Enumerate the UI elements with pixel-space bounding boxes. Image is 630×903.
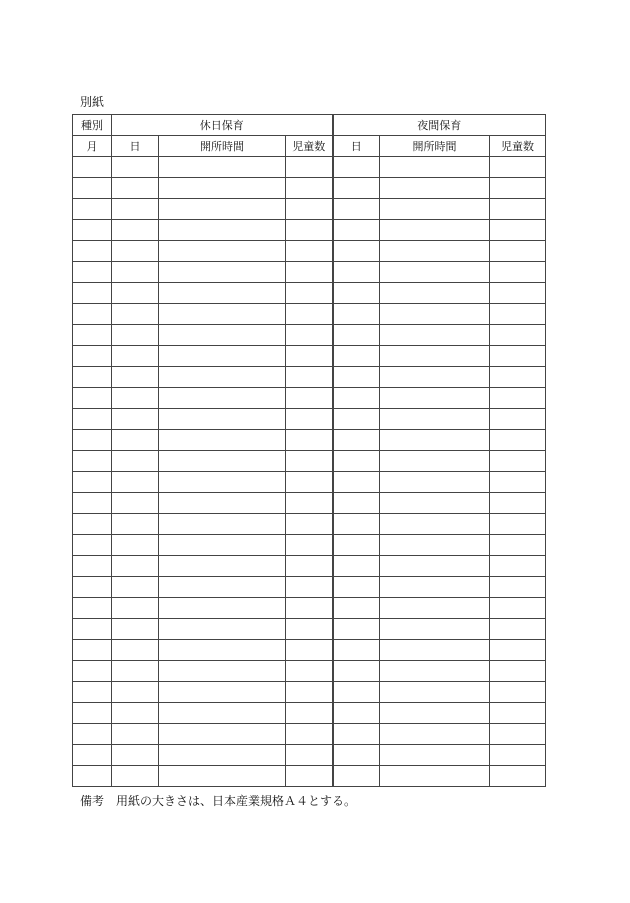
table-row [73, 304, 546, 325]
holiday-day-cell [112, 304, 159, 325]
holiday-hours-cell [159, 661, 286, 682]
table-row [73, 325, 546, 346]
holiday-children-cell [286, 556, 333, 577]
holiday-hours-cell [159, 346, 286, 367]
table-row [73, 367, 546, 388]
holiday-children-cell [286, 325, 333, 346]
month-cell [73, 682, 112, 703]
holiday-children-cell [286, 745, 333, 766]
holiday-day-cell [112, 262, 159, 283]
holiday-day-cell [112, 682, 159, 703]
night-children-cell [490, 598, 546, 619]
table-row [73, 346, 546, 367]
month-cell [73, 661, 112, 682]
night-children-cell [490, 472, 546, 493]
holiday-children-cell [286, 703, 333, 724]
holiday-children-cell [286, 577, 333, 598]
holiday-children-cell [286, 472, 333, 493]
table-row [73, 178, 546, 199]
night-hours-cell [380, 262, 490, 283]
month-cell [73, 514, 112, 535]
night-children-cell [490, 346, 546, 367]
night-children-cell [490, 262, 546, 283]
holiday-children-header: 児童数 [286, 136, 333, 157]
holiday-hours-cell [159, 556, 286, 577]
holiday-children-cell [286, 598, 333, 619]
night-day-cell [333, 304, 380, 325]
holiday-hours-cell [159, 598, 286, 619]
holiday-day-cell [112, 640, 159, 661]
column-header-row [73, 136, 546, 157]
night-day-cell [333, 451, 380, 472]
holiday-children-cell [286, 766, 333, 787]
holiday-children-cell [286, 430, 333, 451]
month-cell [73, 157, 112, 178]
night-day-cell [333, 283, 380, 304]
holiday-children-cell [286, 451, 333, 472]
night-day-header: 日 [333, 136, 380, 157]
holiday-hours-cell [159, 262, 286, 283]
night-day-cell [333, 745, 380, 766]
holiday-hours-cell [159, 703, 286, 724]
table-row [73, 745, 546, 766]
month-cell [73, 367, 112, 388]
night-day-cell [333, 262, 380, 283]
holiday-hours-cell [159, 472, 286, 493]
holiday-day-cell [112, 619, 159, 640]
holiday-hours-cell [159, 409, 286, 430]
holiday-children-cell [286, 262, 333, 283]
table-row [73, 514, 546, 535]
table-row [73, 766, 546, 787]
night-day-cell [333, 388, 380, 409]
holiday-day-cell [112, 745, 159, 766]
night-hours-cell [380, 325, 490, 346]
holiday-children-cell [286, 535, 333, 556]
holiday-day-header: 日 [112, 136, 159, 157]
table-row [73, 493, 546, 514]
night-children-cell [490, 703, 546, 724]
table-row [73, 157, 546, 178]
night-hours-cell [380, 241, 490, 262]
night-hours-cell [380, 472, 490, 493]
night-hours-cell [380, 682, 490, 703]
night-children-cell [490, 661, 546, 682]
holiday-day-cell [112, 157, 159, 178]
night-children-cell [490, 766, 546, 787]
night-day-cell [333, 199, 380, 220]
night-children-cell [490, 388, 546, 409]
holiday-hours-cell [159, 766, 286, 787]
night-hours-cell [380, 619, 490, 640]
table-row [73, 640, 546, 661]
night-day-cell [333, 178, 380, 199]
night-hours-header: 開所時間 [380, 136, 490, 157]
night-hours-cell [380, 556, 490, 577]
night-day-cell [333, 598, 380, 619]
night-day-cell [333, 535, 380, 556]
holiday-children-cell [286, 682, 333, 703]
night-day-cell [333, 157, 380, 178]
month-cell [73, 178, 112, 199]
holiday-children-cell [286, 346, 333, 367]
night-hours-cell [380, 640, 490, 661]
table-row [73, 703, 546, 724]
month-cell [73, 535, 112, 556]
table-row [73, 409, 546, 430]
night-hours-cell [380, 199, 490, 220]
category-header-row [73, 115, 546, 136]
night-children-cell [490, 367, 546, 388]
night-children-cell [490, 304, 546, 325]
month-cell [73, 724, 112, 745]
holiday-hours-cell [159, 577, 286, 598]
month-cell [73, 388, 112, 409]
holiday-day-cell [112, 472, 159, 493]
holiday-day-cell [112, 178, 159, 199]
holiday-day-cell [112, 283, 159, 304]
night-hours-cell [380, 430, 490, 451]
night-children-cell [490, 640, 546, 661]
night-children-cell [490, 724, 546, 745]
night-children-cell [490, 409, 546, 430]
month-cell [73, 556, 112, 577]
table-row [73, 724, 546, 745]
month-cell [73, 703, 112, 724]
night-children-cell [490, 451, 546, 472]
night-day-cell [333, 493, 380, 514]
holiday-children-cell [286, 157, 333, 178]
holiday-hours-cell [159, 451, 286, 472]
night-day-cell [333, 220, 380, 241]
month-cell [73, 262, 112, 283]
night-hours-cell [380, 178, 490, 199]
holiday-day-cell [112, 703, 159, 724]
night-care-header: 夜間保育 [333, 115, 546, 136]
holiday-day-cell [112, 661, 159, 682]
holiday-care-header: 休日保育 [112, 115, 333, 136]
month-cell [73, 598, 112, 619]
night-children-cell [490, 220, 546, 241]
childcare-record-table [72, 114, 546, 787]
month-cell [73, 640, 112, 661]
holiday-day-cell [112, 493, 159, 514]
holiday-hours-cell [159, 640, 286, 661]
holiday-children-cell [286, 514, 333, 535]
holiday-day-cell [112, 766, 159, 787]
night-day-cell [333, 556, 380, 577]
night-hours-cell [380, 220, 490, 241]
holiday-hours-cell [159, 325, 286, 346]
night-hours-cell [380, 388, 490, 409]
holiday-hours-cell [159, 514, 286, 535]
night-day-cell [333, 619, 380, 640]
night-children-cell [490, 535, 546, 556]
holiday-day-cell [112, 724, 159, 745]
night-children-cell [490, 682, 546, 703]
night-day-cell [333, 241, 380, 262]
holiday-day-cell [112, 346, 159, 367]
night-hours-cell [380, 283, 490, 304]
holiday-day-cell [112, 430, 159, 451]
holiday-day-cell [112, 220, 159, 241]
month-cell [73, 472, 112, 493]
night-hours-cell [380, 535, 490, 556]
holiday-hours-cell [159, 745, 286, 766]
table-row [73, 556, 546, 577]
holiday-hours-cell [159, 493, 286, 514]
holiday-day-cell [112, 409, 159, 430]
night-hours-cell [380, 577, 490, 598]
night-day-cell [333, 367, 380, 388]
remarks-note: 備考 用紙の大きさは、日本産業規格Ａ４とする。 [80, 794, 357, 808]
night-day-cell [333, 325, 380, 346]
holiday-children-cell [286, 241, 333, 262]
night-children-cell [490, 745, 546, 766]
month-cell [73, 304, 112, 325]
table-row [73, 388, 546, 409]
month-cell [73, 241, 112, 262]
night-hours-cell [380, 598, 490, 619]
month-cell [73, 409, 112, 430]
holiday-hours-header: 開所時間 [159, 136, 286, 157]
holiday-children-cell [286, 724, 333, 745]
night-day-cell [333, 346, 380, 367]
night-hours-cell [380, 703, 490, 724]
table-row [73, 619, 546, 640]
holiday-hours-cell [159, 304, 286, 325]
holiday-hours-cell [159, 535, 286, 556]
month-cell [73, 283, 112, 304]
night-day-cell [333, 514, 380, 535]
table-row [73, 262, 546, 283]
night-day-cell [333, 430, 380, 451]
holiday-children-cell [286, 388, 333, 409]
night-hours-cell [380, 661, 490, 682]
table-row [73, 682, 546, 703]
holiday-day-cell [112, 325, 159, 346]
night-day-cell [333, 766, 380, 787]
month-cell [73, 199, 112, 220]
month-cell [73, 493, 112, 514]
night-children-cell [490, 493, 546, 514]
night-day-cell [333, 577, 380, 598]
holiday-children-cell [286, 640, 333, 661]
table-row [73, 472, 546, 493]
holiday-hours-cell [159, 199, 286, 220]
holiday-hours-cell [159, 367, 286, 388]
table-row [73, 535, 546, 556]
holiday-children-cell [286, 367, 333, 388]
holiday-day-cell [112, 199, 159, 220]
night-hours-cell [380, 493, 490, 514]
holiday-day-cell [112, 514, 159, 535]
holiday-children-cell [286, 619, 333, 640]
night-day-cell [333, 472, 380, 493]
holiday-hours-cell [159, 619, 286, 640]
table-row [73, 220, 546, 241]
holiday-day-cell [112, 388, 159, 409]
night-children-cell [490, 157, 546, 178]
holiday-hours-cell [159, 388, 286, 409]
month-cell [73, 430, 112, 451]
table-row [73, 283, 546, 304]
month-cell [73, 745, 112, 766]
night-children-cell [490, 556, 546, 577]
night-hours-cell [380, 766, 490, 787]
holiday-hours-cell [159, 430, 286, 451]
holiday-hours-cell [159, 220, 286, 241]
holiday-day-cell [112, 577, 159, 598]
night-day-cell [333, 682, 380, 703]
table-row [73, 430, 546, 451]
night-day-cell [333, 409, 380, 430]
table-row [73, 598, 546, 619]
holiday-hours-cell [159, 241, 286, 262]
holiday-children-cell [286, 283, 333, 304]
holiday-children-cell [286, 304, 333, 325]
holiday-children-cell [286, 661, 333, 682]
night-day-cell [333, 724, 380, 745]
month-cell [73, 220, 112, 241]
table-row [73, 199, 546, 220]
night-children-cell [490, 514, 546, 535]
holiday-day-cell [112, 535, 159, 556]
holiday-day-cell [112, 598, 159, 619]
holiday-day-cell [112, 241, 159, 262]
holiday-children-cell [286, 493, 333, 514]
holiday-children-cell [286, 178, 333, 199]
night-children-header: 児童数 [490, 136, 546, 157]
night-hours-cell [380, 346, 490, 367]
table-row [73, 451, 546, 472]
holiday-day-cell [112, 556, 159, 577]
night-hours-cell [380, 367, 490, 388]
table-row [73, 241, 546, 262]
night-day-cell [333, 640, 380, 661]
holiday-children-cell [286, 199, 333, 220]
month-cell [73, 766, 112, 787]
holiday-hours-cell [159, 724, 286, 745]
night-children-cell [490, 241, 546, 262]
month-cell [73, 325, 112, 346]
night-children-cell [490, 178, 546, 199]
night-children-cell [490, 619, 546, 640]
night-children-cell [490, 325, 546, 346]
month-header: 月 [73, 136, 112, 157]
night-day-cell [333, 661, 380, 682]
night-hours-cell [380, 514, 490, 535]
holiday-children-cell [286, 220, 333, 241]
night-hours-cell [380, 451, 490, 472]
night-children-cell [490, 283, 546, 304]
attachment-label: 別紙 [80, 95, 105, 109]
holiday-hours-cell [159, 283, 286, 304]
night-hours-cell [380, 157, 490, 178]
holiday-hours-cell [159, 682, 286, 703]
night-hours-cell [380, 724, 490, 745]
table-row [73, 577, 546, 598]
night-children-cell [490, 577, 546, 598]
night-hours-cell [380, 409, 490, 430]
holiday-day-cell [112, 367, 159, 388]
category-header: 種別 [73, 115, 112, 136]
night-children-cell [490, 199, 546, 220]
table-row [73, 661, 546, 682]
month-cell [73, 346, 112, 367]
month-cell [73, 619, 112, 640]
night-children-cell [490, 430, 546, 451]
holiday-day-cell [112, 451, 159, 472]
night-hours-cell [380, 745, 490, 766]
night-hours-cell [380, 304, 490, 325]
month-cell [73, 577, 112, 598]
holiday-hours-cell [159, 178, 286, 199]
holiday-hours-cell [159, 157, 286, 178]
month-cell [73, 451, 112, 472]
holiday-children-cell [286, 409, 333, 430]
night-day-cell [333, 703, 380, 724]
